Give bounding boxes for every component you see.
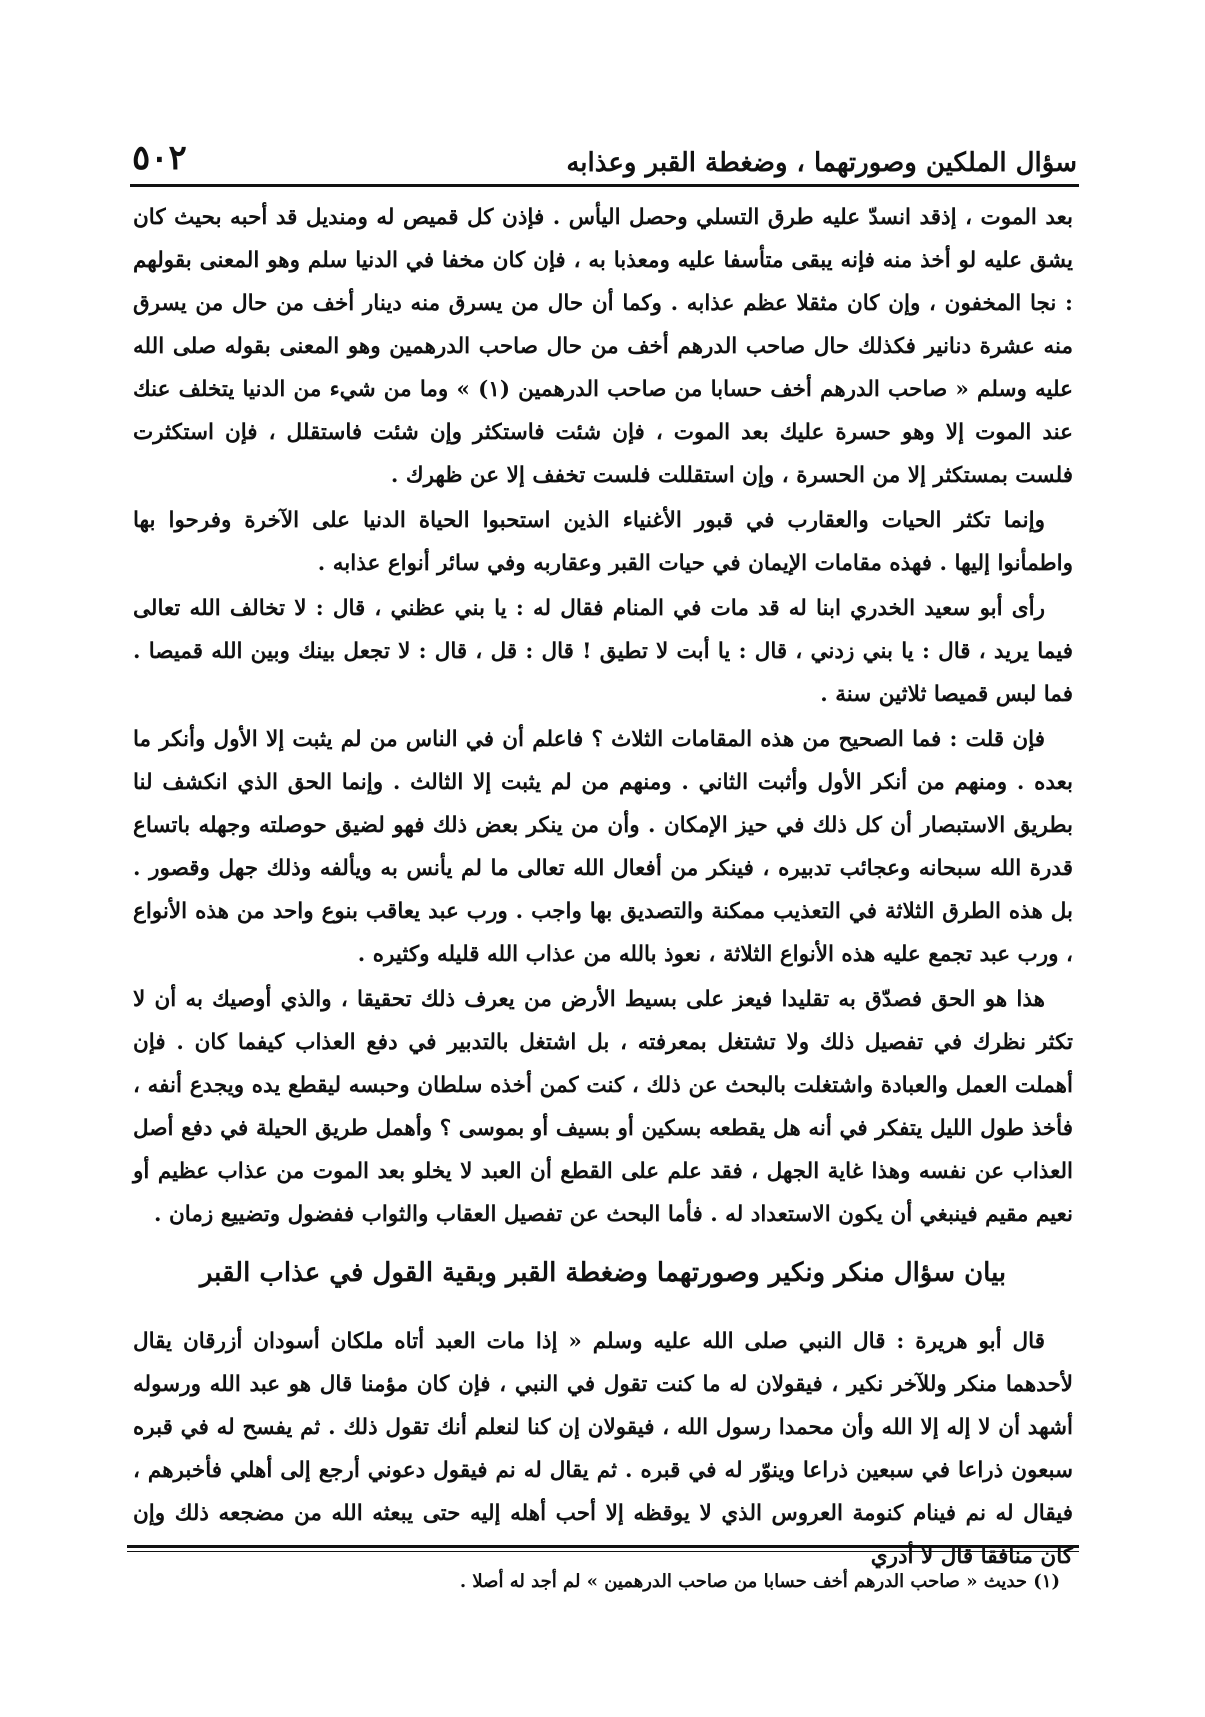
page-header — [132, 128, 1077, 178]
paragraph: رأى أبو سعيد الخدري ابنا له قد مات في المنام فقال له : يا بني عظني ، قال : لا تخالف الله تعالى فيما يريد ، قال : يا بني زدني ، قال : يا أبت لا تطيق ! قال : قل ، قال : لا تجعل بينك وبين الله قميصا . فما لبس قميصا ثلاثين سنة . — [133, 596, 1073, 707]
paragraph: وإنما تكثر الحيات والعقارب في قبور الأغنياء الذين استحبوا الحياة الدنيا على الآخرة وفرحوا بها واطمأنوا إليها . فهذه مقامات الإيمان في حيات القبر وعقاربه وفي سائر أنواع عذابه . — [133, 508, 1073, 576]
paragraph: بعد الموت ، إذقد انسدّ عليه طرق التسلي وحصل اليأس . فإذن كل قميص له ومنديل قد أحبه بحيث كان يشق عليه لو أخذ منه فإنه يبقى متأسفا عليه ومعذبا به ، فإن كان مخفا في الدنيا سلم وهو المعنى بقولهم : نجا المخفون ، وإن كان مثقلا عظم عذابه . وكما أن حال من يسرق منه دينار أخف من حال من يسرق منه عشرة دنانير فكذلك حال صاحب الدرهم أخف من حال صاحب الدرهمين وهو المعنى بقوله صلى الله عليه وسلم « صاحب الدرهم أخف حسابا من صاحب الدرهمين (١) » وما من شيء من الدنيا يتخلف عنك عند الموت إلا وهو حسرة عليك بعد الموت ، فإن شئت فاستكثر وإن شئت فاستقلل ، فإن استكثرت فلست بمستكثر إلا من الحسرة ، وإن استقللت فلست تخفف إلا عن ظهرك . — [133, 205, 1073, 488]
paragraph: هذا هو الحق فصدّق به تقليدا فيعز على بسيط الأرض من يعرف ذلك تحقيقا ، والذي أوصيك به أن لا تكثر نظرك في تفصيل ذلك ولا تشتغل بمعرفته ، بل اشتغل بالتدبير في دفع العذاب كيفما كان . فإن أهملت العمل والعبادة واشتغلت بالبحث عن ذلك ، كنت كمن أخذه سلطان وحبسه ليقطع يده ويجدع أنفه ، فأخذ طول الليل يتفكر في أنه هل يقطعه بسكين أو بسيف أو بموسى ؟ وأهمل طريق الحيلة في دفع أصل العذاب عن نفسه وهذا غاية الجهل ، فقد علم على القطع أن العبد لا يخلو بعد الموت من عذاب عظيم أو نعيم مقيم فينبغي أن يكون الاستعداد له . فأما البحث عن تفصيل العقاب والثواب ففضول وتضييع زمان . — [133, 987, 1073, 1227]
page-number: ٥٠٢ — [132, 138, 187, 178]
footnote-rule-thin — [127, 1551, 1079, 1552]
header-rule — [130, 184, 1079, 187]
footnote: (١) حديث « صاحب الدرهم أخف حسابا من صاحب الدرهمين » لم أجد له أصلا . — [459, 1571, 1060, 1592]
paragraph: قال أبو هريرة : قال النبي صلى الله عليه وسلم « إذا مات العبد أتاه ملكان أسودان أزرقان يقال لأحدهما منكر وللآخر نكير ، فيقولان له ما كنت تقول في النبي ، فإن كان مؤمنا قال هو عبد الله ورسوله أشهد أن لا إله إلا الله وأن محمدا رسول الله ، فيقولان إن كنا لنعلم أنك تقول ذلك . ثم يفسح له في قبره سبعون ذراعا في سبعين ذراعا وينوّر له في قبره . ثم يقال له نم فيقول دعوني أرجع إلى أهلي فأخبرهم ، فيقال له نم فينام كنومة العروس الذي لا يوقظه إلا أحب أهله إليه حتى يبعثه الله من مضجعه ذلك وإن كان منافقا قال لا أدري — [133, 1329, 1073, 1569]
main-text — [133, 196, 1073, 1578]
running-title: سؤال الملكين وصورتهما ، وضغطة القبر وعذابه — [566, 148, 1077, 178]
footnote-rule — [127, 1545, 1079, 1548]
paragraph: فإن قلت : فما الصحيح من هذه المقامات الثلاث ؟ فاعلم أن في الناس من لم يثبت إلا الأول وأنكر ما بعده . ومنهم من أنكر الأول وأثبت الثاني . ومنهم من لم يثبت إلا الثالث . وإنما الحق الذي انكشف لنا بطريق الاستبصار أن كل ذلك في حيز الإمكان . وأن من ينكر بعض ذلك فهو لضيق حوصلته وجهله باتساع قدرة الله سبحانه وعجائب تدبيره ، فينكر من أفعال الله تعالى ما لم يأنس به ويألفه وذلك جهل وقصور . بل هذه الطرق الثلاثة في التعذيب ممكنة والتصديق بها واجب . ورب عبد يعاقب بنوع واحد من هذه الأنواع ، ورب عبد تجمع عليه هذه الأنواع الثلاثة ، نعوذ بالله من عذاب الله قليله وكثيره . — [133, 727, 1073, 967]
section-heading: بيان سؤال منكر ونكير وصورتهما وضغطة القبر وبقية القول في عذاب القبر — [199, 1258, 1007, 1288]
